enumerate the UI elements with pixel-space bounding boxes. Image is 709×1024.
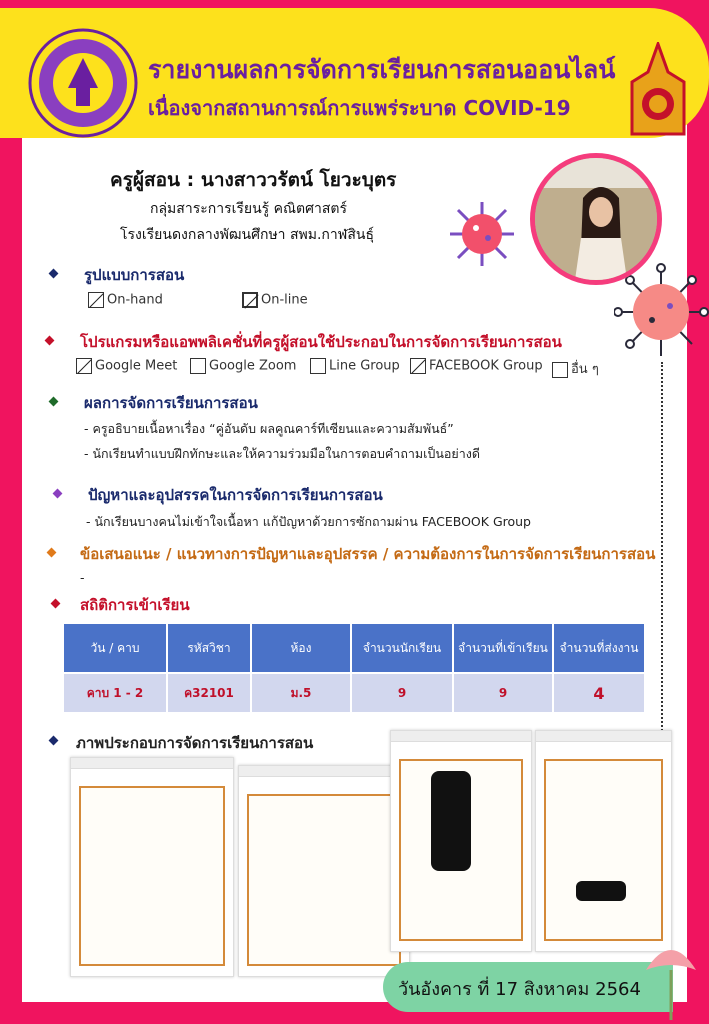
checkbox-on-hand[interactable] [88,292,163,308]
checkbox-icon [310,358,326,374]
checkbox-label: อื่น ๆ [571,362,599,377]
table-cell: 4 [554,674,644,712]
table-cell: 9 [352,674,452,712]
attendance-table [62,622,646,714]
checkbox-label: Google Meet [95,358,178,374]
problems-line: - นักเรียนบางคนไม่เข้าใจเนื้อหา แก้ปัญหาด้วยการซักถามผ่าน FACEBOOK Group [86,514,531,529]
checkbox-facebook-group[interactable] [410,358,543,374]
table-header: ห้อง [252,624,350,672]
table-header: จำนวนที่เข้าเรียน [454,624,552,672]
table-cell: ค32101 [168,674,250,712]
subject-group: กลุ่มสาระการเรียนรู้ คณิตศาสตร์ [150,201,347,217]
table-cell: คาบ 1 - 2 [64,674,166,712]
school-name: โรงเรียนดงกลางพัฒนศึกษา สพม.กาฬสินธุ์ [120,227,375,243]
table-row [64,674,644,712]
checkbox-icon [552,362,568,378]
table-cell: ม.5 [252,674,350,712]
suggestions-title: ข้อเสนอแนะ / แนวทางการปัญหาและอุปสรรค / ความต้องการในการจัดการเรียนการสอน [80,545,656,563]
school-logo [28,28,138,138]
checkbox-icon [76,358,92,374]
checkbox-icon [410,358,426,374]
checkbox-google-zoom[interactable] [190,358,296,374]
virus-icon-large [614,262,709,362]
results-line: - นักเรียนทำแบบฝึกทักษะและให้ความร่วมมือในการตอบคำถามเป็นอย่างดี [84,446,480,461]
teaching-mode-title: รูปแบบการสอน [84,266,185,284]
table-header: จำนวนนักเรียน [352,624,452,672]
lesson-screenshot [535,730,672,952]
attendance-title: สถิติการเข้าเรียน [80,596,190,614]
teacher-photo [530,153,662,285]
checkbox-icon [242,292,258,308]
dotted-divider [661,362,663,762]
suggestions-line: - [80,570,85,585]
lesson-screenshot [390,730,532,952]
report-date: วันอังคาร ที่ 17 สิงหาคม 2564 [398,979,641,1000]
problems-title: ปัญหาและอุปสรรคในการจัดการเรียนการสอน [88,486,383,504]
table-header: จำนวนที่ส่งงาน [554,624,644,672]
checkbox-other[interactable] [552,358,599,379]
photos-title: ภาพประกอบการจัดการเรียนการสอน [76,734,314,752]
page-subtitle: เนื่องจากสถานการณ์การแพร่ระบาด COVID-19 [148,96,571,120]
table-cell: 9 [454,674,552,712]
page-title: รายงานผลการจัดการเรียนการสอนออนไลน์ [148,55,616,84]
checkbox-label: On-line [261,292,308,308]
table-header: รหัสวิชา [168,624,250,672]
teacher-name: ครูผู้สอน : นางสาววรัตน์ โยวะบุตร [110,169,397,191]
checkbox-label: Google Zoom [209,358,297,374]
checkbox-google-meet[interactable] [76,358,177,374]
lesson-screenshot [70,757,234,977]
table-header: วัน / คาบ [64,624,166,672]
checkbox-label: On-hand [107,292,163,308]
results-line: - ครูอธิบายเนื้อหาเรื่อง “คู่อันดับ ผลคูณคาร์ทีเซียนและความสัมพันธ์” [84,421,454,436]
ministry-emblem [622,42,694,138]
checkbox-line-group[interactable] [310,358,400,374]
checkbox-label: Line Group [329,358,400,374]
programs-title: โปรแกรมหรือแอพพลิเคชั่นที่ครูผู้สอนใช้ประกอบในการจัดการเรียนการสอน [80,333,562,351]
checkbox-on-line[interactable] [242,292,308,308]
flower-icon [636,930,706,1020]
lesson-screenshot [238,765,410,977]
checkbox-icon [190,358,206,374]
results-title: ผลการจัดการเรียนการสอน [84,394,258,412]
checkbox-icon [88,292,104,308]
checkbox-label: FACEBOOK Group [429,358,543,374]
virus-icon [446,198,518,270]
